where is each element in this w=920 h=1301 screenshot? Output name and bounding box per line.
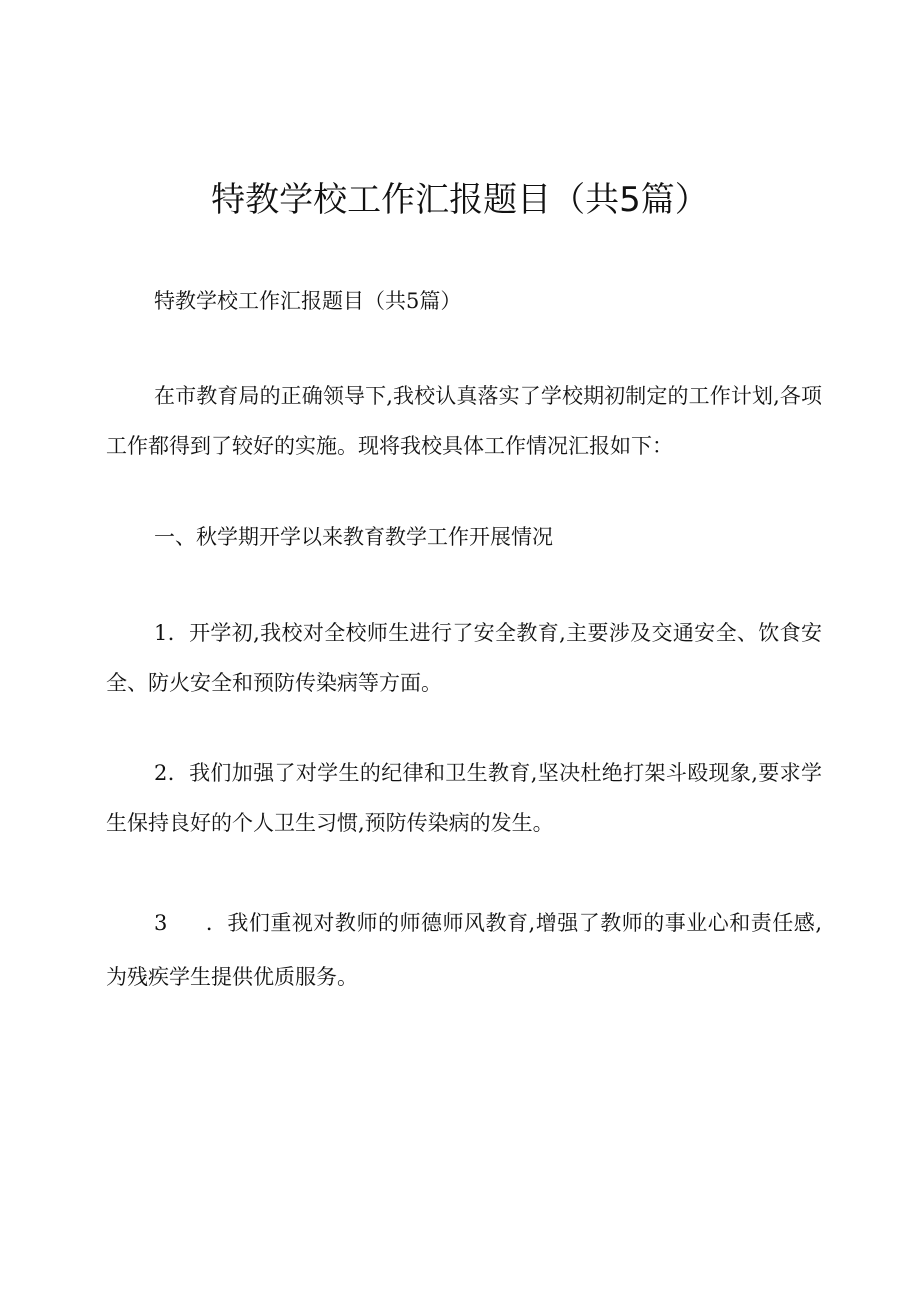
list-item-3 (106, 896, 822, 1004)
list-item-3-text: ．我们重视对教师的师德师风教育,增强了教师的事业心和责任感,为残疾学生提供优质服务。 (106, 911, 822, 989)
document-title: 特教学校工作汇报题目（共5篇） (211, 180, 709, 220)
intro-paragraph: 在市教育局的正确领导下,我校认真落实了学校期初制定的工作计划,各项工作都得到了较好的实施。现将我校具体工作情况汇报如下： (106, 384, 822, 458)
section-heading: 一、秋学期开学以来教育教学工作开展情况 (154, 525, 553, 549)
list-item-2: 2．我们加强了对学生的纪律和卫生教育,坚决杜绝打架斗殴现象,要求学生保持良好的个人卫生习惯,预防传染病的发生。 (106, 761, 822, 835)
list-item-1: 1．开学初,我校对全校师生进行了安全教育,主要涉及交通安全、饮食安全、防火安全和预防传染病等方面。 (106, 621, 822, 695)
list-item-3-number: 3 (154, 911, 168, 935)
document-subtitle: 特教学校工作汇报题目（共5篇） (154, 289, 462, 313)
